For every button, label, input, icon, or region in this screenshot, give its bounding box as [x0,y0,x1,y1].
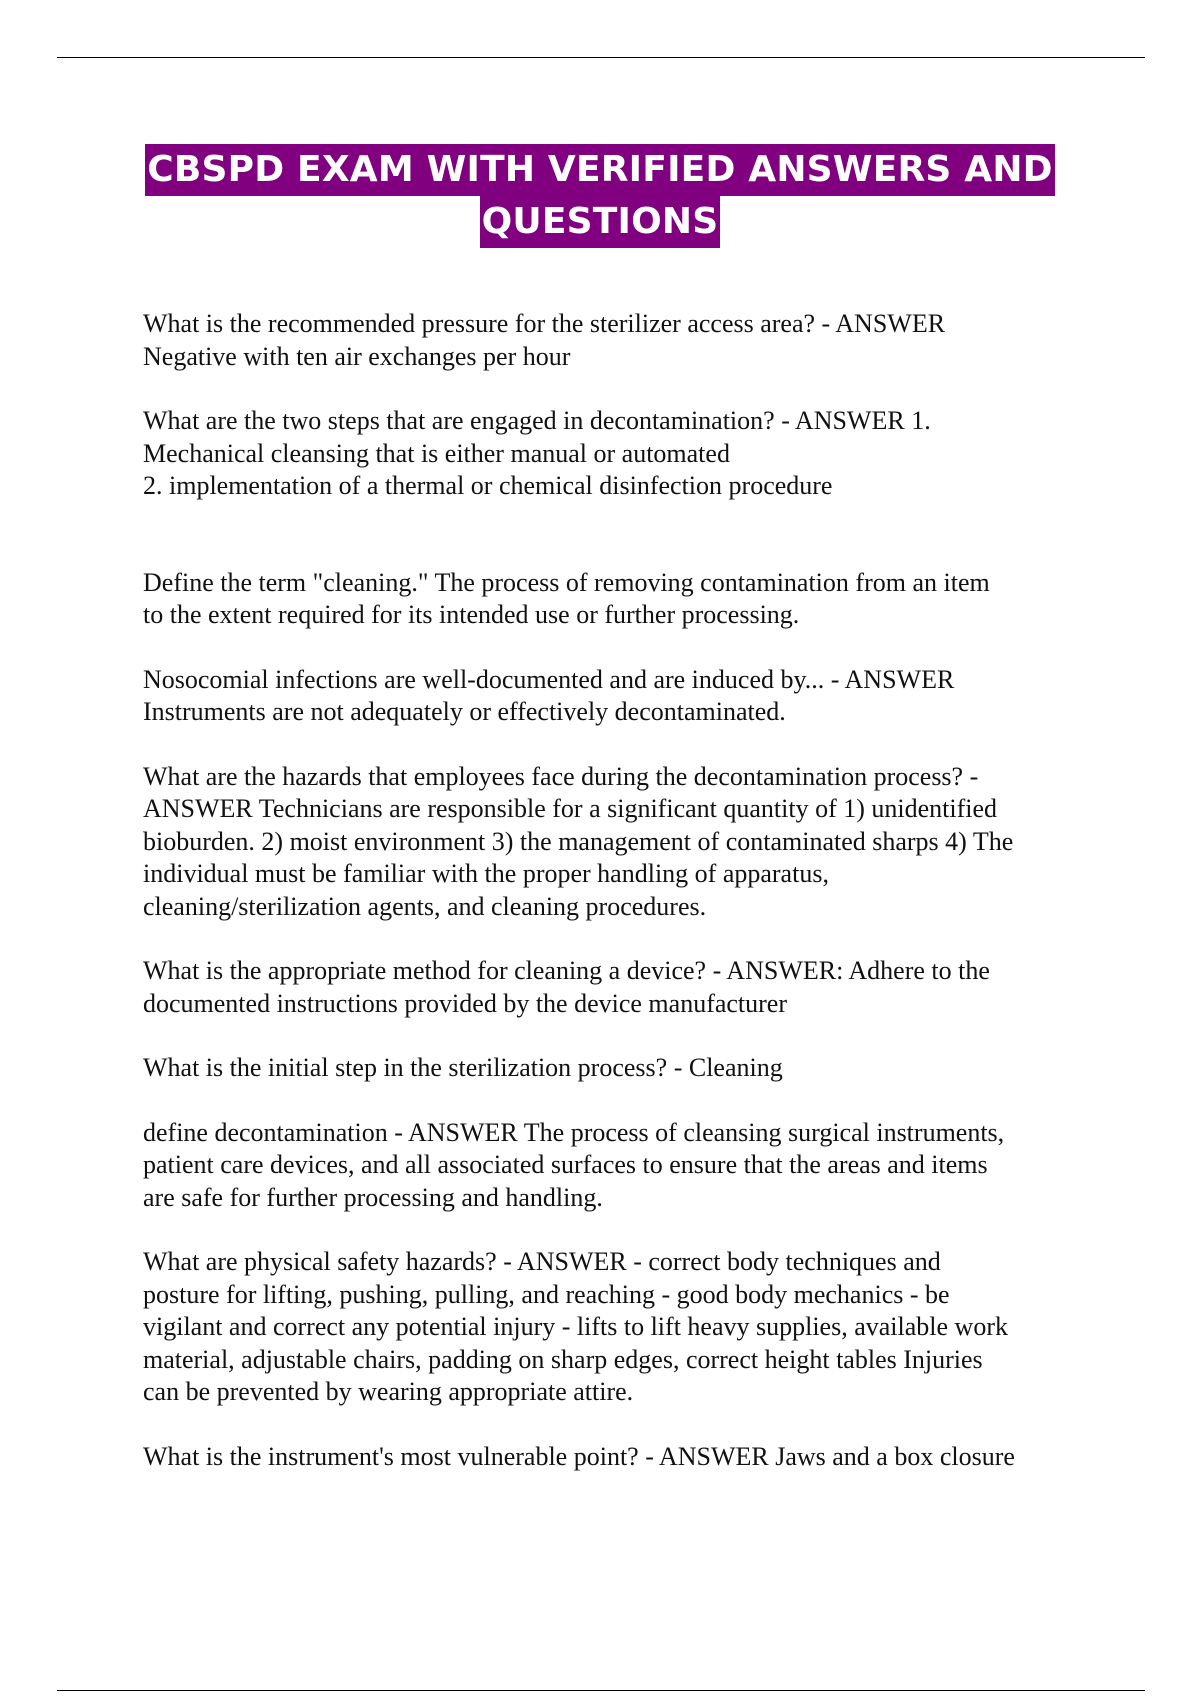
qa-entry: define decontamination - ANSWER The process of cleansing surgical instruments, patient care devices, and all associated surfaces to ensure that the areas and items are safe for further processing and handling. [143,1117,1005,1212]
qa-entry: What is the initial step in the sterilization process? - Cleaning [143,1053,783,1082]
footer-rule [57,1690,1145,1691]
qa-entry: What is the recommended pressure for the sterilizer access area? - ANSWER Negative with ten air exchanges per hour [143,309,946,371]
title-line-1: CBSPD EXAM WITH VERIFIED ANSWERS AND [145,144,1055,196]
qa-entry: What is the appropriate method for cleaning a device? - ANSWER: Adhere to the documented instructions provided by the device manufacturer [143,956,990,1018]
qa-entry: What are the hazards that employees face during the decontamination process? - ANSWER Technicians are responsible for a significant quantity of 1) unidentified bioburden. 2) moist environment 3) the management of contaminated sharps 4) The individual must be familiar with the proper handling of apparatus, cleaning/sterilization agents, and cleaning procedures. [143,761,1014,921]
document-title [0,144,1200,248]
title-line-2: QUESTIONS [480,196,721,248]
qa-entry: What is the instrument's most vulnerable point? - ANSWER Jaws and a box closure [143,1441,1015,1471]
qa-entry: Nosocomial infections are well-documented and are induced by... - ANSWER Instruments are not adequately or effectively decontaminated. [143,664,955,726]
qa-entry: What are the two steps that are engaged in decontamination? - ANSWER 1. Mechanical cleansing that is either manual or automated 2. implementation of a thermal or chemical disinfection procedure [143,406,931,500]
header-rule [57,57,1145,58]
qa-entry: What are physical safety hazards? - ANSWER - correct body techniques and posture for lifting, pushing, pulling, and reaching - good body mechanics - be vigilant and correct any potential injury - lifts to lift heavy supplies, available work material, adjustable chairs, padding on sharp edges, correct height tables Injuries can be prevented by wearing appropriate attire. [143,1247,1008,1406]
qa-list [143,308,1103,1505]
qa-entry: Define the term "cleaning." The process of removing contamination from an item to the extent required for its intended use or further processing. [143,567,990,629]
